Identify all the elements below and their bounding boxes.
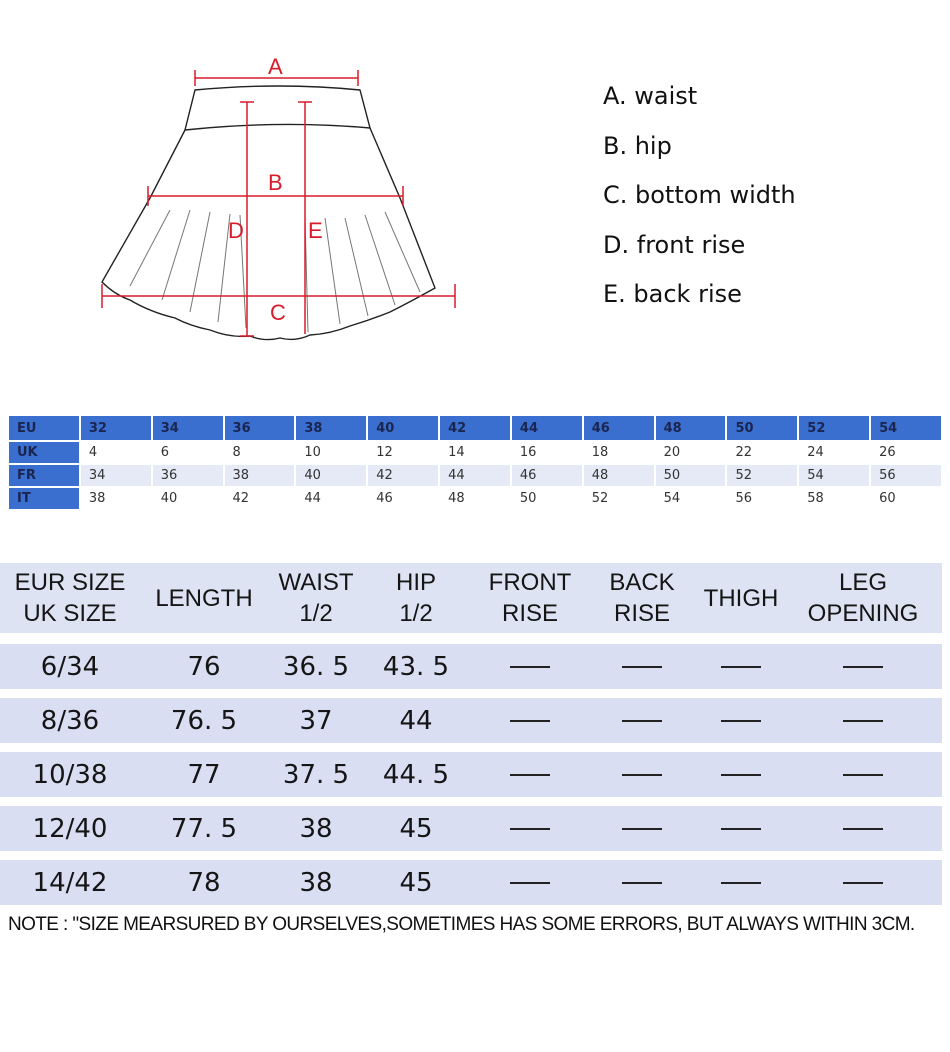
- label-c: C: [270, 300, 286, 325]
- measurement-legend: [603, 78, 796, 326]
- label-e: E: [308, 218, 323, 243]
- dash-mark: [721, 720, 761, 722]
- conversion-cell: 40: [368, 416, 438, 440]
- size-cell-empty: [681, 698, 801, 743]
- conversion-cell: 4: [81, 442, 151, 463]
- column-header-line: WAIST: [278, 569, 354, 596]
- size-cell-empty: [681, 860, 801, 905]
- size-cell-hip: 45: [399, 867, 433, 898]
- label-d: D: [228, 218, 244, 243]
- conversion-cell: 52: [799, 416, 869, 440]
- conversion-cell: 56: [871, 465, 941, 486]
- dash-mark: [843, 666, 883, 668]
- size-cell-empty: [803, 698, 923, 743]
- size-cell-length: 76. 5: [170, 705, 238, 736]
- size-cell-waist: 36. 5: [282, 651, 350, 682]
- size-cell-length: 76: [187, 651, 221, 682]
- conversion-cell: 44: [440, 465, 510, 486]
- conversion-cell: 10: [296, 442, 366, 463]
- skirt-diagram: [90, 50, 470, 350]
- column-header-line: EUR SIZE: [14, 569, 126, 596]
- conversion-cell: 32: [81, 416, 151, 440]
- conversion-cell: 50: [512, 488, 582, 509]
- size-cell-size: 6/34: [40, 651, 100, 682]
- conversion-cell: 24: [799, 442, 869, 463]
- legend-item-waist: A. waist: [603, 82, 698, 110]
- legend-item-bottom-width: C. bottom width: [603, 181, 796, 209]
- size-cell-size: 12/40: [32, 813, 108, 844]
- column-header-line: RISE: [501, 600, 558, 627]
- conversion-cell: 48: [584, 465, 654, 486]
- dash-mark: [721, 828, 761, 830]
- column-header-line: OPENING: [807, 600, 919, 627]
- column-header-line: HIP: [395, 569, 436, 596]
- conversion-cell: 6: [153, 442, 223, 463]
- column-header-line: LEG: [838, 569, 888, 596]
- conversion-cell: 20: [656, 442, 726, 463]
- conversion-row: [9, 442, 941, 463]
- conversion-cell: 16: [512, 442, 582, 463]
- dash-mark: [843, 720, 883, 722]
- conversion-cell: 54: [799, 465, 869, 486]
- conversion-cell: 56: [727, 488, 797, 509]
- size-cell-size: 10/38: [32, 759, 108, 790]
- conversion-cell: 34: [153, 416, 223, 440]
- conversion-cell: 54: [871, 416, 941, 440]
- column-header: [798, 563, 928, 633]
- size-chart-header: [0, 563, 942, 633]
- size-cell-size: 14/42: [32, 867, 108, 898]
- column-header-line: 1/2: [299, 600, 333, 627]
- size-cell-length: 77: [187, 759, 221, 790]
- size-cell-empty: [803, 806, 923, 851]
- size-cell-hip: 43. 5: [382, 651, 450, 682]
- conversion-cell: 40: [296, 465, 366, 486]
- size-cell-hip: 45: [399, 813, 433, 844]
- dash-mark: [510, 774, 550, 776]
- legend-item-back-rise: E. back rise: [603, 280, 742, 308]
- conversion-cell: 42: [440, 416, 510, 440]
- size-cell-size: 8/36: [40, 705, 100, 736]
- size-row: [0, 860, 942, 905]
- column-header: [691, 563, 791, 633]
- dash-mark: [721, 666, 761, 668]
- size-row: [0, 698, 942, 743]
- conversion-cell: 38: [225, 465, 295, 486]
- conversion-cell: 36: [153, 465, 223, 486]
- conversion-cell: 36: [225, 416, 295, 440]
- column-header-line: 1/2: [399, 600, 433, 627]
- size-cell-empty: [803, 752, 923, 797]
- size-cell-empty: [803, 860, 923, 905]
- label-b: B: [268, 170, 283, 195]
- size-cell-waist: 37. 5: [282, 759, 350, 790]
- conversion-cell: 18: [584, 442, 654, 463]
- size-cell-hip: 44. 5: [382, 759, 450, 790]
- conversion-cell: 46: [512, 465, 582, 486]
- conversion-cell: 14: [440, 442, 510, 463]
- size-cell-empty: [803, 644, 923, 689]
- skirt-outline: [102, 128, 435, 340]
- size-row: [0, 806, 942, 851]
- column-header: [266, 563, 366, 633]
- conversion-cell: 42: [225, 488, 295, 509]
- conversion-cell: 60: [871, 488, 941, 509]
- column-header: [0, 563, 140, 633]
- size-cell-empty: [470, 698, 590, 743]
- conversion-row-label: EU: [9, 416, 79, 440]
- dash-mark: [721, 774, 761, 776]
- column-header: [144, 563, 264, 633]
- label-a: A: [268, 54, 283, 79]
- conversion-cell: 50: [727, 416, 797, 440]
- dash-mark: [622, 828, 662, 830]
- conversion-row-label: UK: [9, 442, 79, 463]
- conversion-row: [9, 465, 941, 486]
- dash-mark: [843, 774, 883, 776]
- legend-item-front-rise: D. front rise: [603, 230, 746, 259]
- column-header: [366, 563, 466, 633]
- size-conversion-table: [7, 414, 943, 511]
- dash-mark: [622, 774, 662, 776]
- dash-mark: [843, 828, 883, 830]
- conversion-cell: 54: [656, 488, 726, 509]
- measurement-note: NOTE : "SIZE MEARSURED BY OURSELVES,SOMETIMES HAS SOME ERRORS, BUT ALWAYS WITHIN 3CM.: [8, 914, 915, 935]
- column-header-line: FRONT: [488, 569, 572, 596]
- column-header: [470, 563, 590, 633]
- dash-mark: [622, 720, 662, 722]
- size-cell-empty: [470, 860, 590, 905]
- column-header-line: LENGTH: [155, 584, 253, 612]
- conversion-cell: 40: [153, 488, 223, 509]
- conversion-cell: 42: [368, 465, 438, 486]
- column-header-line: UK SIZE: [23, 600, 117, 627]
- column-header-line: THIGH: [703, 584, 779, 612]
- column-header-line: RISE: [613, 600, 670, 627]
- dash-mark: [510, 720, 550, 722]
- conversion-cell: 46: [584, 416, 654, 440]
- conversion-cell: 8: [225, 442, 295, 463]
- size-cell-length: 77. 5: [170, 813, 238, 844]
- column-header: [587, 563, 697, 633]
- dash-mark: [510, 666, 550, 668]
- conversion-cell: 52: [727, 465, 797, 486]
- conversion-cell: 26: [871, 442, 941, 463]
- size-cell-empty: [681, 752, 801, 797]
- size-cell-waist: 38: [299, 813, 333, 844]
- conversion-cell: 22: [727, 442, 797, 463]
- size-cell-length: 78: [187, 867, 221, 898]
- conversion-cell: 50: [656, 465, 726, 486]
- size-cell-empty: [681, 806, 801, 851]
- dash-mark: [622, 666, 662, 668]
- conversion-cell: 34: [81, 465, 151, 486]
- size-row: [0, 644, 942, 689]
- conversion-cell: 38: [296, 416, 366, 440]
- conversion-cell: 48: [656, 416, 726, 440]
- conversion-cell: 52: [584, 488, 654, 509]
- conversion-row: [9, 416, 941, 440]
- dash-mark: [510, 882, 550, 884]
- dash-mark: [721, 882, 761, 884]
- skirt-waistband: [185, 86, 370, 130]
- dash-mark: [843, 882, 883, 884]
- conversion-cell: 58: [799, 488, 869, 509]
- conversion-cell: 38: [81, 488, 151, 509]
- size-cell-empty: [681, 644, 801, 689]
- conversion-cell: 12: [368, 442, 438, 463]
- conversion-cell: 44: [296, 488, 366, 509]
- size-cell-hip: 44: [399, 705, 433, 736]
- size-cell-empty: [470, 644, 590, 689]
- conversion-cell: 48: [440, 488, 510, 509]
- size-cell-empty: [470, 806, 590, 851]
- conversion-cell: 44: [512, 416, 582, 440]
- column-header-line: BACK: [609, 569, 675, 596]
- legend-item-hip: B. hip: [603, 131, 672, 160]
- dash-mark: [510, 828, 550, 830]
- conversion-row: [9, 488, 941, 509]
- conversion-row-label: FR: [9, 465, 79, 486]
- dash-mark: [622, 882, 662, 884]
- size-row: [0, 752, 942, 797]
- size-cell-waist: 37: [299, 705, 333, 736]
- size-cell-waist: 38: [299, 867, 333, 898]
- conversion-row-label: IT: [9, 488, 79, 509]
- size-cell-empty: [470, 752, 590, 797]
- conversion-cell: 46: [368, 488, 438, 509]
